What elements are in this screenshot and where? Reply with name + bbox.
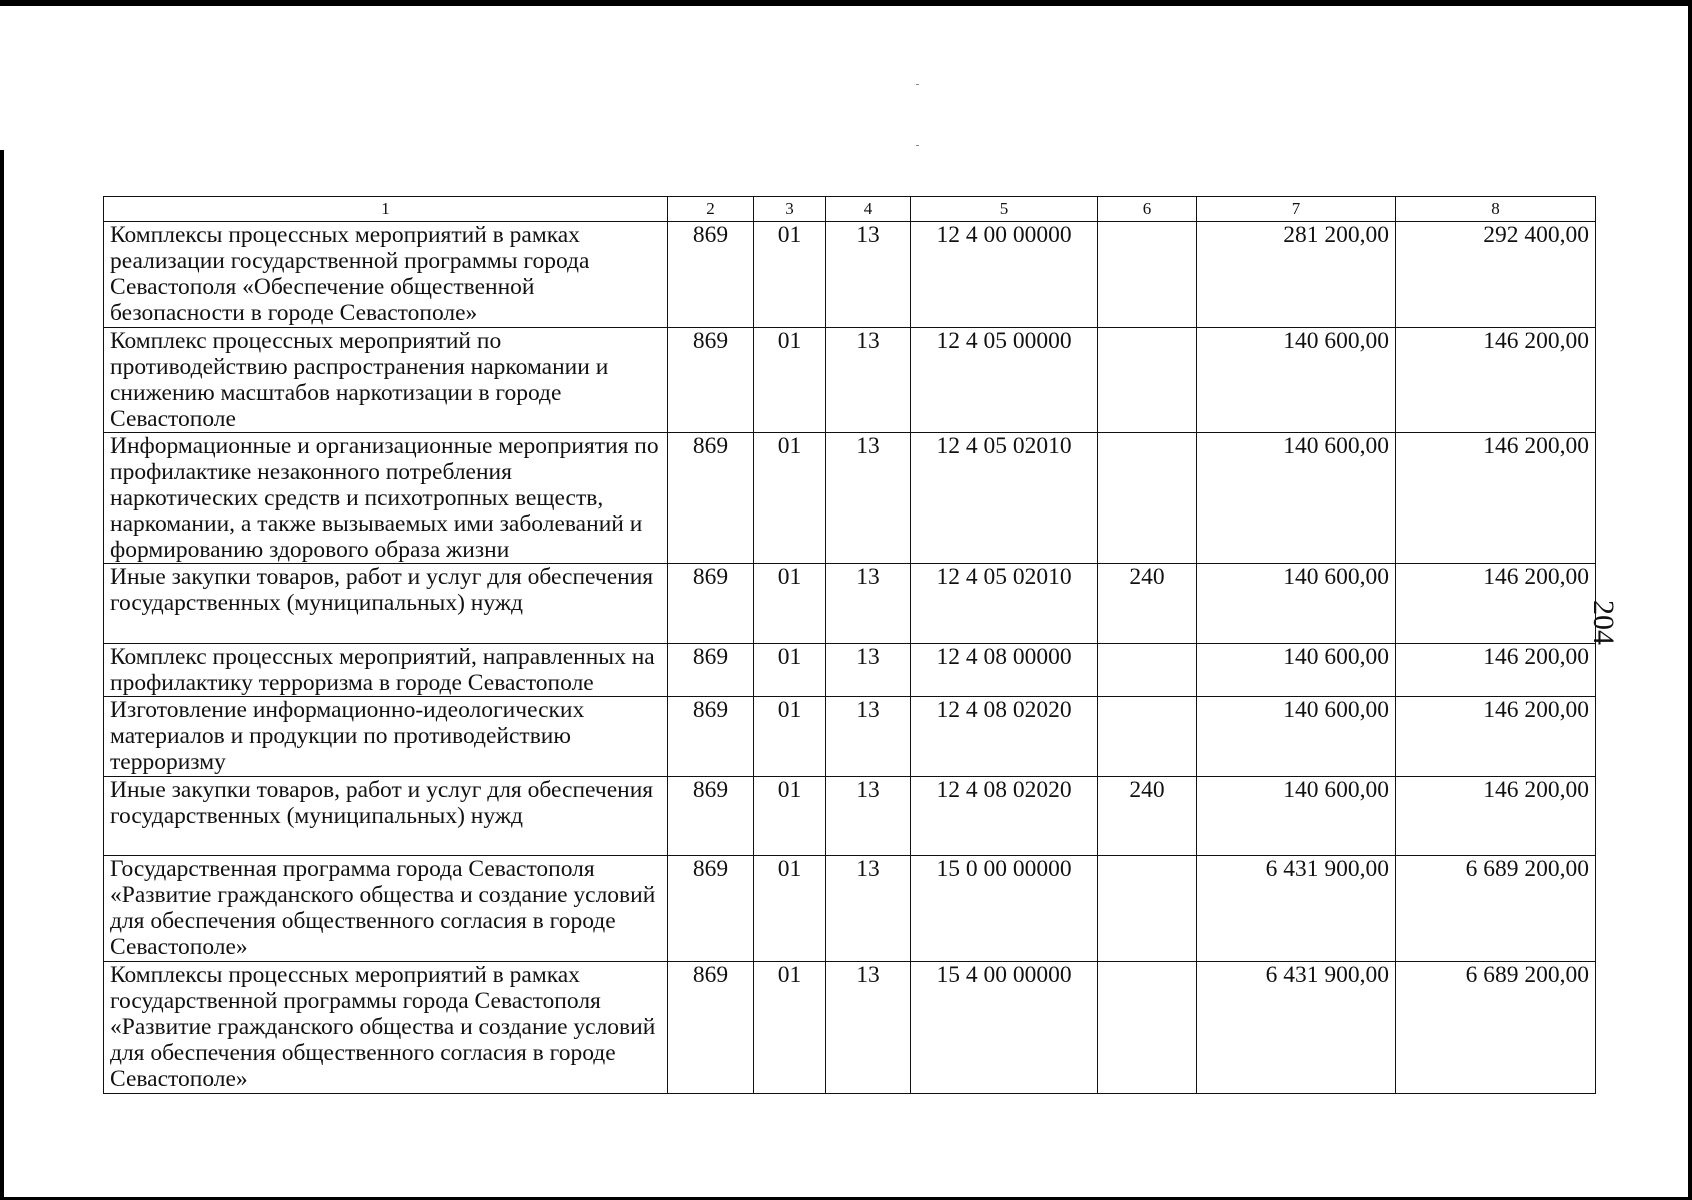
row-amount-1: 140 600,00 [1197, 564, 1396, 644]
row-expense-type [1098, 856, 1197, 962]
row-target: 12 4 08 02020 [911, 697, 1098, 777]
row-amount-2: 146 200,00 [1396, 433, 1596, 564]
row-section: 01 [754, 777, 826, 856]
row-code: 869 [668, 564, 754, 644]
row-name: Комплексы процессных мероприятий в рамках государственной программы города Севастополя «Развитие гражданского общества и создание условий для обеспечения общественного согласия в городе Севастополе» [104, 962, 668, 1094]
row-expense-type [1098, 328, 1197, 433]
table-row [104, 328, 1596, 433]
row-name: Комплекс процессных мероприятий по противодействию распространения наркомании и снижению масштабов наркотизации в городе Севастополе [104, 328, 668, 433]
row-code: 869 [668, 328, 754, 433]
row-subsection: 13 [826, 328, 911, 433]
scan-border-right [1688, 0, 1692, 1200]
row-name: Иные закупки товаров, работ и услуг для обеспечения государственных (муниципальных) нужд [104, 564, 668, 644]
row-expense-type [1098, 433, 1197, 564]
row-subsection: 13 [826, 644, 911, 697]
row-section: 01 [754, 697, 826, 777]
row-target: 12 4 00 00000 [911, 222, 1098, 328]
column-number-3: 3 [754, 197, 826, 222]
row-amount-2: 146 200,00 [1396, 644, 1596, 697]
table-row [104, 644, 1596, 697]
row-target: 12 4 05 00000 [911, 328, 1098, 433]
row-target: 15 4 00 00000 [911, 962, 1098, 1094]
row-code: 869 [668, 697, 754, 777]
row-section: 01 [754, 644, 826, 697]
row-expense-type: 240 [1098, 564, 1197, 644]
row-amount-2: 6 689 200,00 [1396, 856, 1596, 962]
row-section: 01 [754, 433, 826, 564]
row-target: 12 4 08 00000 [911, 644, 1098, 697]
table-row [104, 564, 1596, 644]
row-name: Изготовление информационно-идеологических материалов и продукции по противодействию терроризму [104, 697, 668, 777]
row-expense-type: 240 [1098, 777, 1197, 856]
row-amount-2: 146 200,00 [1396, 697, 1596, 777]
row-subsection: 13 [826, 777, 911, 856]
scan-speck [916, 84, 919, 85]
row-amount-1: 140 600,00 [1197, 644, 1396, 697]
row-name: Комплекс процессных мероприятий, направленных на профилактику терроризма в городе Севастополе [104, 644, 668, 697]
table-header-row [104, 197, 1596, 222]
row-subsection: 13 [826, 856, 911, 962]
column-number-7: 7 [1197, 197, 1396, 222]
row-expense-type [1098, 222, 1197, 328]
row-subsection: 13 [826, 222, 911, 328]
row-amount-1: 140 600,00 [1197, 328, 1396, 433]
row-amount-1: 281 200,00 [1197, 222, 1396, 328]
scan-border-left [0, 150, 4, 1200]
column-number-8: 8 [1396, 197, 1596, 222]
page-number: 204 [1587, 600, 1620, 645]
row-subsection: 13 [826, 962, 911, 1094]
table-row [104, 697, 1596, 777]
column-number-6: 6 [1098, 197, 1197, 222]
table-row [104, 962, 1596, 1094]
row-amount-2: 146 200,00 [1396, 328, 1596, 433]
row-section: 01 [754, 222, 826, 328]
table-row [104, 777, 1596, 856]
row-subsection: 13 [826, 433, 911, 564]
row-expense-type [1098, 644, 1197, 697]
row-target: 15 0 00 00000 [911, 856, 1098, 962]
row-target: 12 4 08 02020 [911, 777, 1098, 856]
row-amount-2: 146 200,00 [1396, 564, 1596, 644]
table-row [104, 856, 1596, 962]
row-amount-2: 6 689 200,00 [1396, 962, 1596, 1094]
row-section: 01 [754, 564, 826, 644]
row-amount-1: 140 600,00 [1197, 777, 1396, 856]
row-expense-type [1098, 962, 1197, 1094]
row-name: Комплексы процессных мероприятий в рамках реализации государственной программы города Севастополя «Обеспечение общественной безопасности в городе Севастополе» [104, 222, 668, 328]
row-amount-1: 6 431 900,00 [1197, 856, 1396, 962]
row-section: 01 [754, 962, 826, 1094]
table-row [104, 433, 1596, 564]
column-number-1: 1 [104, 197, 668, 222]
row-amount-1: 140 600,00 [1197, 433, 1396, 564]
column-number-5: 5 [911, 197, 1098, 222]
row-section: 01 [754, 856, 826, 962]
row-code: 869 [668, 433, 754, 564]
scan-border-top [0, 0, 1692, 6]
row-target: 12 4 05 02010 [911, 564, 1098, 644]
table-row [104, 222, 1596, 328]
row-code: 869 [668, 777, 754, 856]
row-subsection: 13 [826, 564, 911, 644]
row-code: 869 [668, 222, 754, 328]
column-number-4: 4 [826, 197, 911, 222]
row-name: Государственная программа города Севастополя «Развитие гражданского общества и создание условий для обеспечения общественного согласия в городе Севастополе» [104, 856, 668, 962]
row-code: 869 [668, 856, 754, 962]
row-amount-2: 292 400,00 [1396, 222, 1596, 328]
row-amount-1: 6 431 900,00 [1197, 962, 1396, 1094]
column-number-2: 2 [668, 197, 754, 222]
budget-table [103, 196, 1596, 1094]
row-name: Иные закупки товаров, работ и услуг для обеспечения государственных (муниципальных) нужд [104, 777, 668, 856]
row-code: 869 [668, 962, 754, 1094]
row-section: 01 [754, 328, 826, 433]
row-name: Информационные и организационные мероприятия по профилактике незаконного потребления наркотических средств и психотропных веществ, наркомании, а также вызываемых ими заболеваний и формированию здорового образа жизни [104, 433, 668, 564]
row-expense-type [1098, 697, 1197, 777]
row-target: 12 4 05 02010 [911, 433, 1098, 564]
row-amount-2: 146 200,00 [1396, 777, 1596, 856]
row-amount-1: 140 600,00 [1197, 697, 1396, 777]
row-code: 869 [668, 644, 754, 697]
scan-speck [916, 145, 919, 146]
row-subsection: 13 [826, 697, 911, 777]
